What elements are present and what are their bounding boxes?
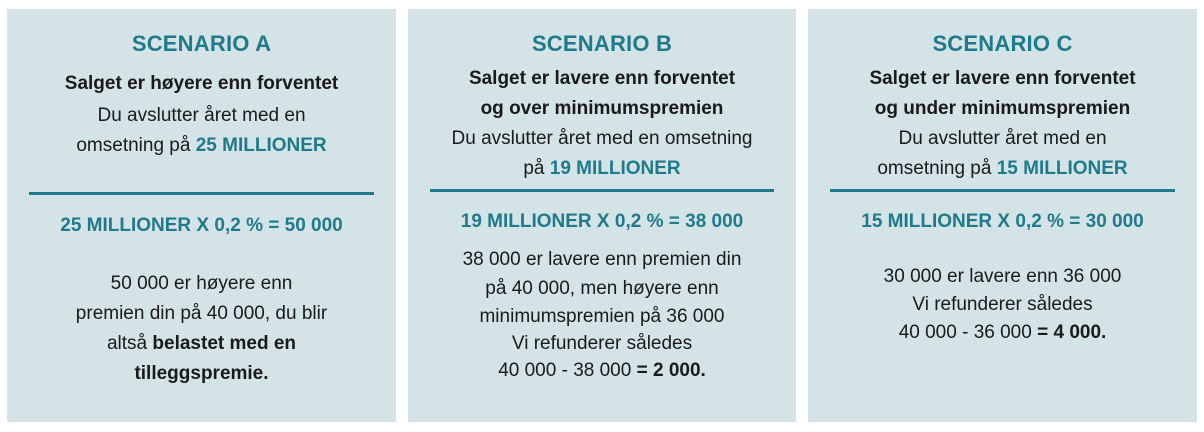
scenario-c-heading-line1: Salget er lavere enn forventet [869,68,1136,89]
scenario-a-intro-line1: Du avslutter året med en [97,105,306,126]
scenario-a-heading: Salget er høyere enn forventet [64,73,339,94]
scenario-b-result-line2: på 40 000, men høyere enn [485,278,719,299]
scenario-c-divider [830,189,1175,192]
scenario-c-result-line3: 40 000 - 36 000 = 4 000. [898,322,1107,343]
scenario-b-panel [408,9,796,422]
scenario-b-result-line3: minimumspremien på 36 000 [479,306,725,327]
scenario-c-formula: 15 MILLIONER X 0,2 % = 30 000 [861,211,1144,232]
scenario-a-result-line2: premien din på 40 000, du blir [75,303,328,324]
scenario-a-intro-prefix: omsetning på [76,135,196,156]
scenario-b-heading-line2: og over minimumspremien [480,98,724,119]
scenario-a-formula: 25 MILLIONER X 0,2 % = 50 000 [60,215,343,236]
scenario-a-divider [29,192,374,195]
scenario-b-intro-prefix: på [523,158,550,179]
scenario-c-heading-line2: og under minimumspremien [874,98,1131,119]
scenario-a-result-line1: 50 000 er høyere enn [110,273,293,294]
scenario-c-result-line1: 30 000 er lavere enn 36 000 [883,266,1122,287]
scenario-b-result-line5: 40 000 - 38 000 = 2 000. [498,360,706,381]
scenario-c-result-line2: Vi refunderer således [912,294,1093,315]
scenario-b-intro-line2 [408,154,796,184]
scenario-a-panel [7,9,396,422]
scenario-b-intro-line1: Du avslutter året med en omsetning [451,128,753,149]
scenario-c-intro-line2 [808,154,1197,184]
scenario-c-revenue-amount: 15 MILLIONER [996,158,1128,179]
scenario-b-formula: 19 MILLIONER X 0,2 % = 38 000 [460,211,744,232]
scenario-b-result-line4: Vi refunderer således [511,333,693,354]
scenario-b-result-line1: 38 000 er lavere enn premien din [462,249,742,270]
scenario-c-intro-prefix: omsetning på [877,158,997,179]
scenario-c-title: SCENARIO C [932,31,1073,56]
scenario-c-panel [808,9,1197,422]
scenario-b-divider [430,189,774,192]
scenario-b-revenue-amount: 19 MILLIONER [549,158,681,179]
scenario-b-heading-line1: Salget er lavere enn forventet [468,68,736,89]
scenario-a-result-line4: tilleggspremie. [134,363,269,384]
scenario-a-revenue-amount: 25 MILLIONER [195,135,327,156]
scenario-c-intro-line1: Du avslutter året med en [898,128,1107,149]
scenario-a-title: SCENARIO A [131,31,272,56]
scenario-b-title: SCENARIO B [531,31,673,56]
scenario-a-intro-line2 [7,131,396,161]
scenario-a-result-line3: altså belastet med en [106,333,297,354]
